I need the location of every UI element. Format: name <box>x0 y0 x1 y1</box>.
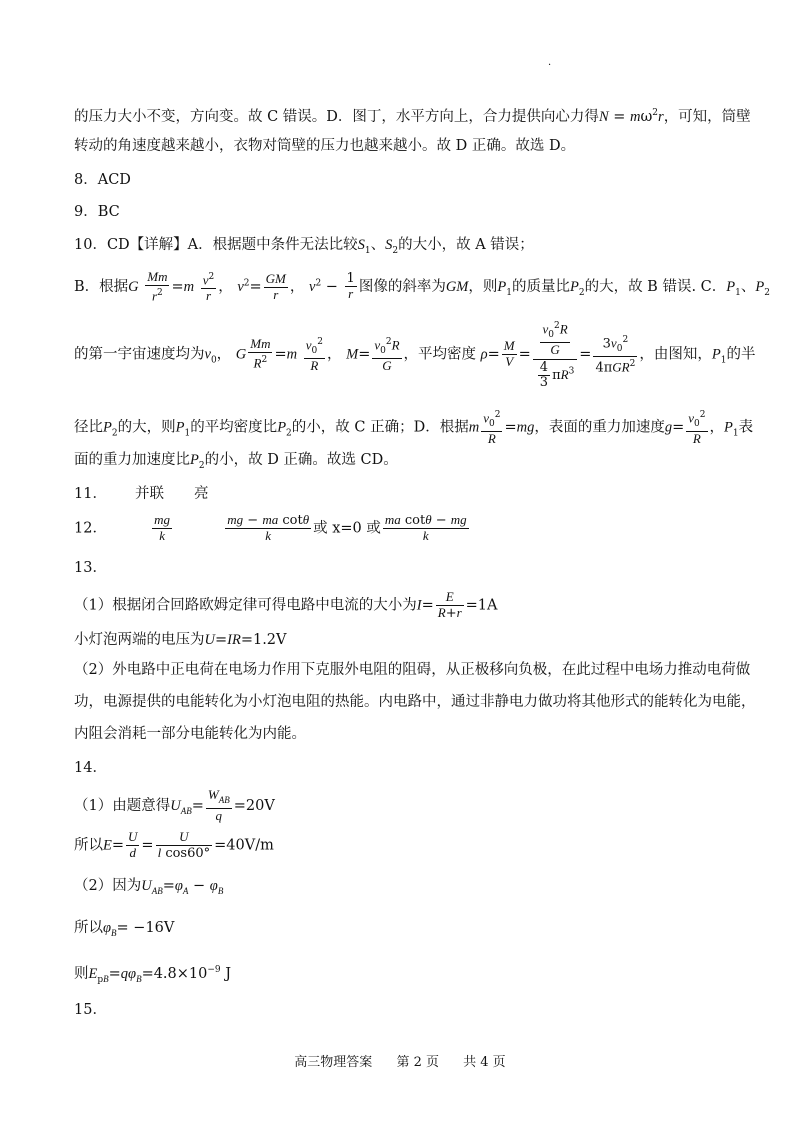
answer-14-line4: 所以$\varphi_B= -16V$ <box>74 920 175 938</box>
answer-10-line4: 径比$P_2$的大，则$P_1$的平均密度比$P_2$的小，故 C 正确；D．根据m $\frac{v_0^2}{R}$ =mg，表面的重力加速度g= $\frac{v_0^2}{R}$ ，$P_1$表 <box>74 410 754 446</box>
footer-title: 高三物理答案 <box>294 1055 373 1070</box>
footer-total: 共 4 页 <box>463 1055 506 1070</box>
answer-13-line4: 功，电源提供的电能转化为小灯泡电阻的热能。内电路中，通过非静电力做功将其他形式的能转化为电能， <box>74 694 756 710</box>
answer-13-number: 13． <box>74 560 107 576</box>
text-line: 的压力大小不变，方向变。故 C 错误。D．图丁，水平方向上，合力提供向心力得$N = m\omega^2r$，可知，筒壁 <box>74 108 751 125</box>
answer-8: 8．ACD <box>74 172 131 188</box>
answer-13-line5: 内阻会消耗一部分电能转化为内能。 <box>74 726 306 742</box>
text-line: 转动的角速度越来越小，衣物对筒壁的压力也越来越小。故 D 正确。故选 D。 <box>74 138 576 154</box>
answer-14-line5: 则$E_{pB}=q\varphi_B=4.8\times 10^{-9}$ J <box>74 965 232 985</box>
footer-page: 第 2 页 <box>396 1055 439 1070</box>
page-footer <box>0 1051 800 1070</box>
answer-15-number: 15． <box>74 1002 107 1018</box>
answer-13-line3: （2）外电路中正电荷在电场力作用下克服外电阻的阻碍，从正极移向负极，在此过程中电场力推动电荷做 <box>74 662 751 678</box>
answer-13-line1: （1）根据闭合回路欧姆定律可得电路中电流的大小为I= $\frac{E}{R+r}$ =1A <box>74 589 498 621</box>
answer-14-number: 14． <box>74 760 107 776</box>
answer-14-line1: （1）由题意得$U_{AB}=$ $\frac{W_{AB}}{q}$ =20V <box>74 787 275 823</box>
answer-11: 11． 并联 亮 <box>74 486 209 502</box>
answer-13-line2: 小灯泡两端的电压为U=IR=1.2V <box>74 632 287 648</box>
top-dot-mark: · <box>548 60 552 71</box>
answer-14-line3: （2）因为$U_{AB}=\varphi_A - \varphi_B$ <box>74 878 224 896</box>
answer-9: 9．BC <box>74 204 120 220</box>
answer-10-line1: 10．CD【详解】A．根据题中条件无法比较$S_1$、$S_2$的大小，故 A 错误； <box>74 237 534 256</box>
answer-10-line5: 面的重力加速度比$P_2$的小，故 D 正确。故选 CD。 <box>74 452 398 471</box>
answer-10-line3: 的第一宇宙速度均为$v_0$， G $\frac{Mm}{R^2}$ =m $\frac{v_0^2}{R}$ ， M= $\frac{v_0^2R}{G}$ ，平均密度 ρ= $\frac{M}{V}$ = $\frac{v_0^2R}{G}$ $\frac{4}{3}$ $\pi R^3$ = $\frac{3v_0^2}{4\pi GR^2}$ ，由图知，$P_1$的半 <box>74 318 755 391</box>
answer-10-line2: B．根据G $\frac{Mm}{r^2}$ =m $\frac{v^2}{r}$ ， $v^2=$ $\frac{GM}{r}$ ， $v^2$ − $\frac{1}{r}$ 图像的斜率为GM，则$P_1$的质量比$P_2$的大，故 B 错误. C．$P_1$、$P_2$ <box>74 269 770 304</box>
answer-14-line2: 所以E= $\frac{U}{d}$ = $\frac{U}{\text{l cos60°}}$ =40V/m <box>74 829 274 861</box>
answer-12: 12． $\frac{mg}{k}$ $\frac{\text{mg − ma cotθ}}{k}$ 或 x=0 或 $\frac{\text{ma cotθ − mg}}{k}$ <box>74 512 467 543</box>
